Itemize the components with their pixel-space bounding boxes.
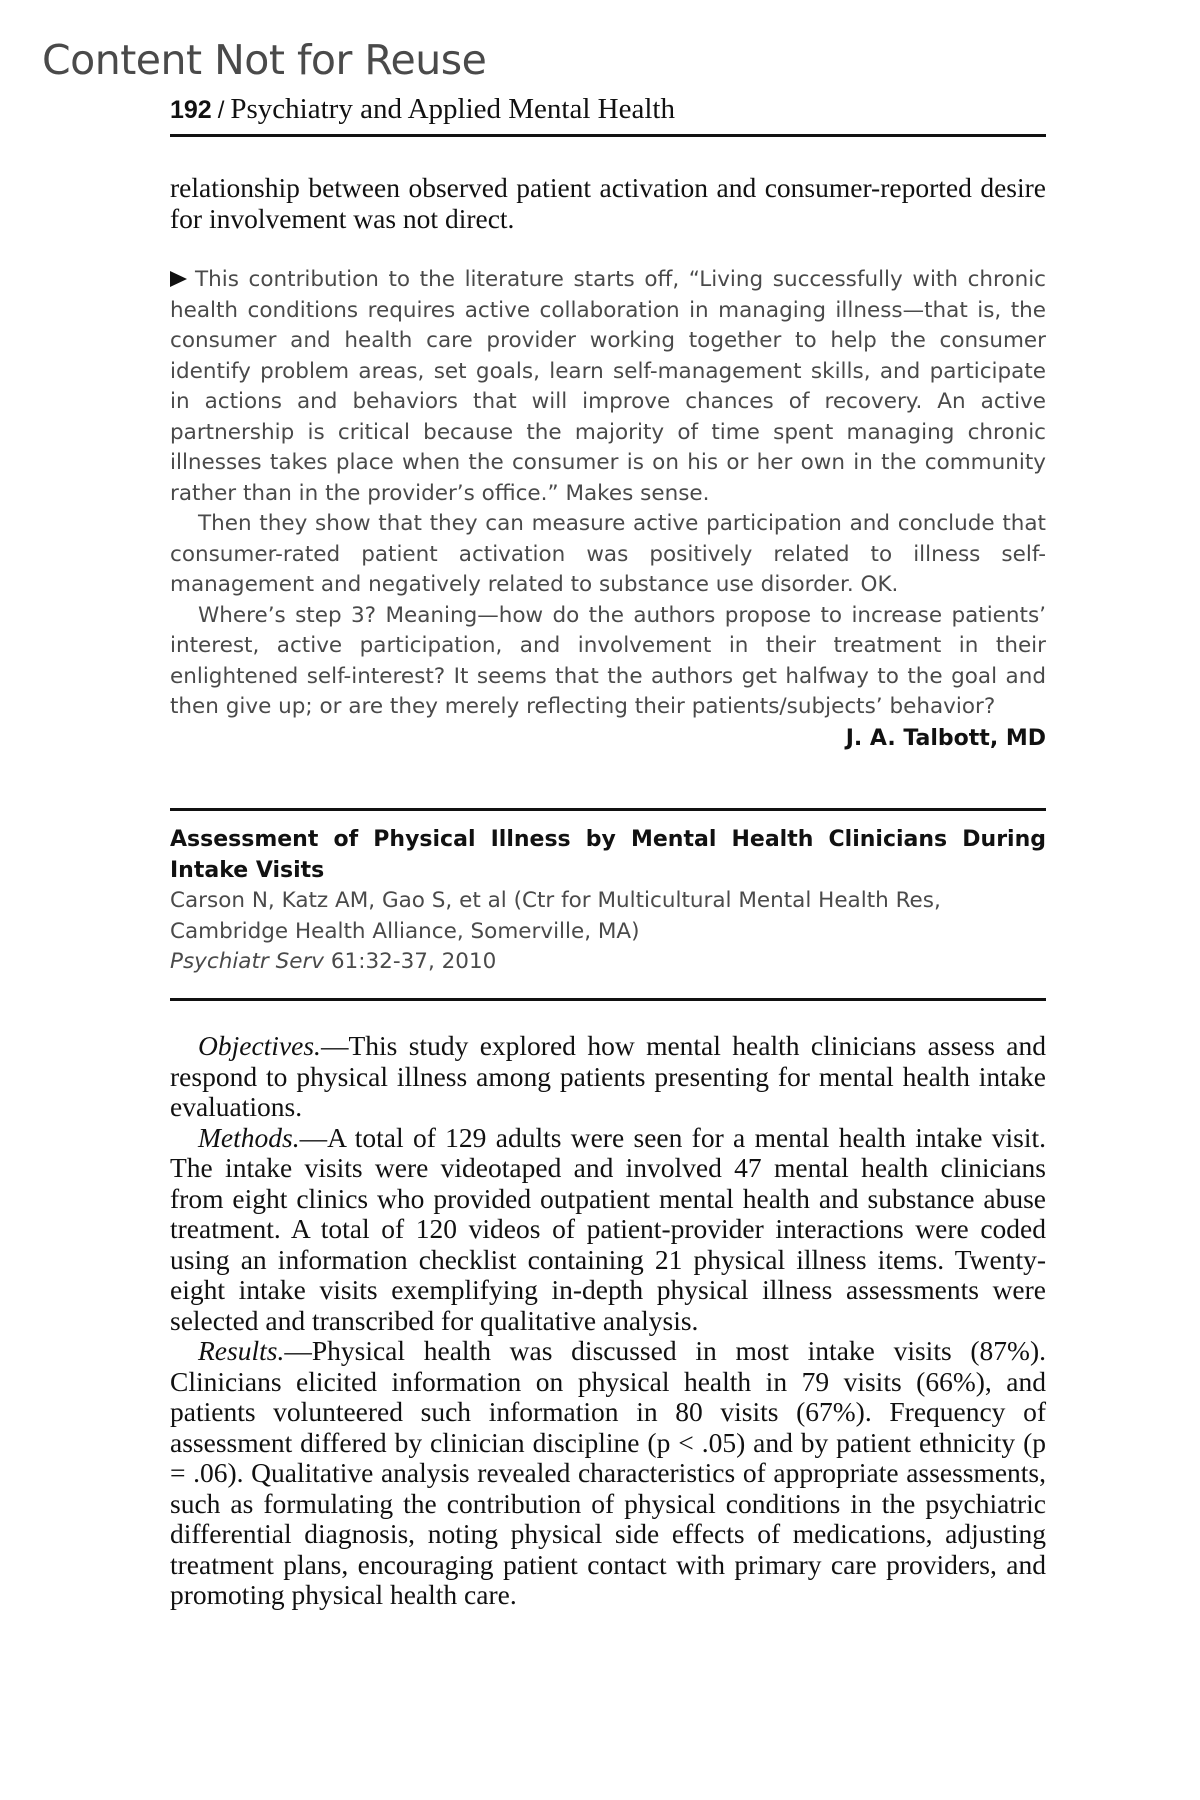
running-head-separator: /: [217, 97, 225, 124]
commentary-paragraph: Then they show that they can measure active participation and conclude that consumer-rated patient activation was positively related to illness self-management and negatively related to substance use disorder. OK.: [170, 511, 1046, 597]
article-header: [170, 825, 1046, 978]
continuation-text: [170, 173, 1046, 234]
citation-details: 61:32-37, 2010: [330, 949, 497, 974]
pointer-arrow-icon: [170, 271, 187, 287]
running-head: [170, 92, 1046, 128]
commentary-paragraph: This contribution to the literature starts off, “Living successfully with chronic health conditions requires active collaboration in managing illness—that is, the consumer and health care provider working together to help the consumer identify problem areas, set goals, learn self-management skills, and participate in actions and behaviors that will improve chances of recovery. An active partnership is critical because the majority of time spent managing chronic illnesses takes place when the consumer is on his or her own in the community rather than in the provider’s office.” Makes sense.: [170, 267, 1046, 506]
commentary: [170, 265, 1046, 723]
commentary-signature: J. A. Talbott, MD: [845, 726, 1046, 751]
watermark: Content Not for Reuse: [42, 36, 487, 84]
commentary-paragraph: Where’s step 3? Meaning—how do the authors propose to increase patients’ interest, active participation, and involvement in their treatment in their enlightened self-interest? It seems that the authors get halfway to the goal and then give up; or are they merely reflecting their patients/subjects’ behavior?: [170, 602, 1046, 719]
header-rule: [170, 134, 1046, 137]
article-bottom-rule: [170, 998, 1046, 1001]
article-citation: [170, 947, 1046, 978]
journal-title: Psychiatry and Applied Mental Health: [230, 93, 675, 125]
continuation-paragraph: relationship between observed patient activation and consumer-reported desire for involvement was not direct.: [170, 172, 1046, 234]
abstract-methods: Methods.—A total of 129 adults were seen for a mental health intake visit. The intake visits were videotaped and involved 47 mental health clinicians from eight clinics who provided outpatient mental health and substance abuse treatment. A total of 120 videos of patient-provider interactions were coded using an information checklist containing 21 physical illness items. Twenty-eight intake visits exemplifying in-depth physical illness assessments were selected and transcribed for qualitative analysis.: [170, 1121, 1046, 1336]
abstract-objectives: Objectives.—This study explored how mental health clinicians assess and respond to physical illness among patients presenting for mental health intake evaluations.: [170, 1030, 1046, 1122]
article-title: Assessment of Physical Illness by Mental Health Clinicians During Intake Visits: [170, 827, 1046, 883]
abstract-results: Results.—Physical health was discussed in most intake visits (87%). Clinicians elicited information on physical health in 79 visits (66%), and patients volunteered such information in 80 visits (67%). Frequency of assessment differed by clinician discipline (p < .05) and by patient ethnicity (p = .06). Qualitative analysis revealed characteristics of appropriate assessments, such as formulating the contribution of physical conditions in the psychiatric differential diagnosis, noting physical side effects of medications, adjusting treatment plans, encouraging patient contact with primary care providers, and promoting physical health care.: [170, 1335, 1046, 1610]
article-top-rule: [170, 808, 1046, 811]
article-abstract: [170, 1031, 1046, 1611]
page-number: 192: [170, 96, 212, 124]
journal-name: Psychiatr Serv: [170, 949, 325, 974]
article-authors: Carson N, Katz AM, Gao S, et al (Ctr for Multicultural Mental Health Res, Cambridge Health Alliance, Somerville, MA): [170, 888, 941, 944]
